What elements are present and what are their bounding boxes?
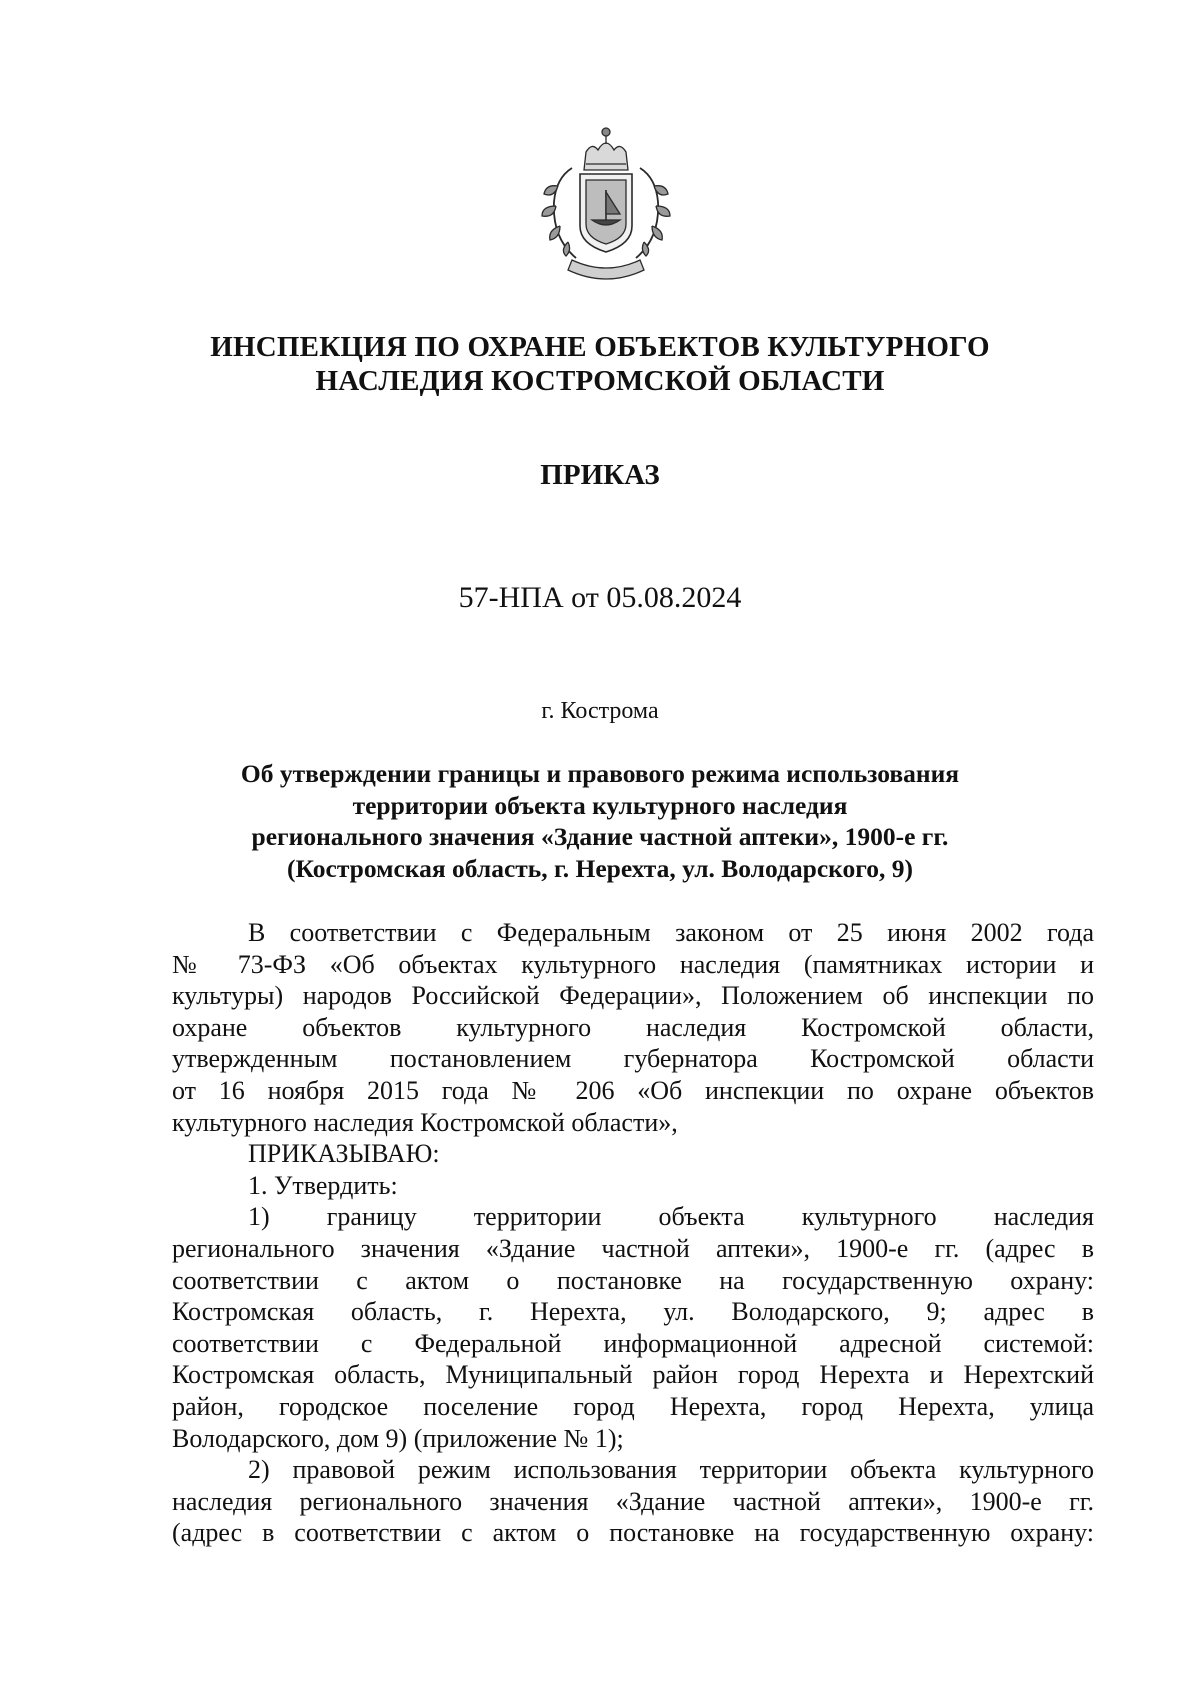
body-line: ПРИКАЗЫВАЮ:: [248, 1139, 440, 1169]
body-line: В соответствии с Федеральным законом от 25 июня 2002 года: [248, 918, 1094, 947]
body-line: соответствии с Федеральной информационной адресной системой:: [172, 1328, 1094, 1358]
body-line: регионального значения «Здание частной аптеки», 1900-е гг. (адрес в: [172, 1233, 1094, 1263]
document-number: 57-НПА от 05.08.2024: [458, 581, 742, 614]
org-line: НАСЛЕДИЯ КОСТРОМСКОЙ ОБЛАСТИ: [315, 365, 885, 397]
title-line: (Костромская область, г. Нерехта, ул. Володарского, 9): [287, 853, 913, 883]
document-type: ПРИКАЗ: [540, 459, 660, 491]
body-line: 1. Утвердить:: [248, 1170, 398, 1200]
body-line: утвержденным постановлением губернатора Костромской области: [172, 1044, 1094, 1074]
title-line: Об утверждении границы и правового режима использования: [240, 759, 960, 788]
coat-of-arms-icon: [528, 118, 684, 298]
body-line: наследия регионального значения «Здание частной аптеки», 1900-е гг.: [172, 1486, 1094, 1516]
body-line: Костромская область, г. Нерехта, ул. Володарского, 9; адрес в: [172, 1297, 1094, 1327]
document-title: [150, 758, 1050, 884]
title-line: территории объекта культурного наследия: [352, 790, 848, 820]
title-line: регионального значения «Здание частной аптеки», 1900-е гг.: [251, 822, 949, 851]
body-line: от 16 ноября 2015 года № 206 «Об инспекции по охране объектов: [172, 1075, 1094, 1105]
body-line: охране объектов культурного наследия Костромской области,: [172, 1012, 1094, 1042]
body-line: (адрес в соответствии с актом о постановке на государственную охрану:: [172, 1518, 1094, 1548]
body-line: культурного наследия Костромской области»,: [172, 1107, 678, 1137]
document-body: [172, 917, 1094, 1549]
document-city: г. Кострома: [541, 698, 659, 724]
body-line: Костромская область, Муниципальный район город Нерехта и Нерехтский: [172, 1360, 1094, 1390]
body-line: № 73-ФЗ «Об объектах культурного наследия (памятниках истории и: [172, 949, 1094, 979]
body-line: 1) границу территории объекта культурного наследия: [248, 1202, 1094, 1232]
body-line: район, городское поселение город Нерехта, город Нерехта, улица: [172, 1391, 1094, 1421]
body-line: культуры) народов Российской Федерации», Положением об инспекции по: [172, 981, 1094, 1011]
body-line: соответствии с актом о постановке на государственную охрану:: [172, 1265, 1094, 1295]
body-line: Володарского, дом 9) (приложение № 1);: [172, 1423, 624, 1453]
body-line: 2) правовой режим использования территории объекта культурного: [248, 1455, 1094, 1485]
org-line: ИНСПЕКЦИЯ ПО ОХРАНЕ ОБЪЕКТОВ КУЛЬТУРНОГО: [210, 331, 990, 363]
organization-name: [150, 330, 1050, 398]
